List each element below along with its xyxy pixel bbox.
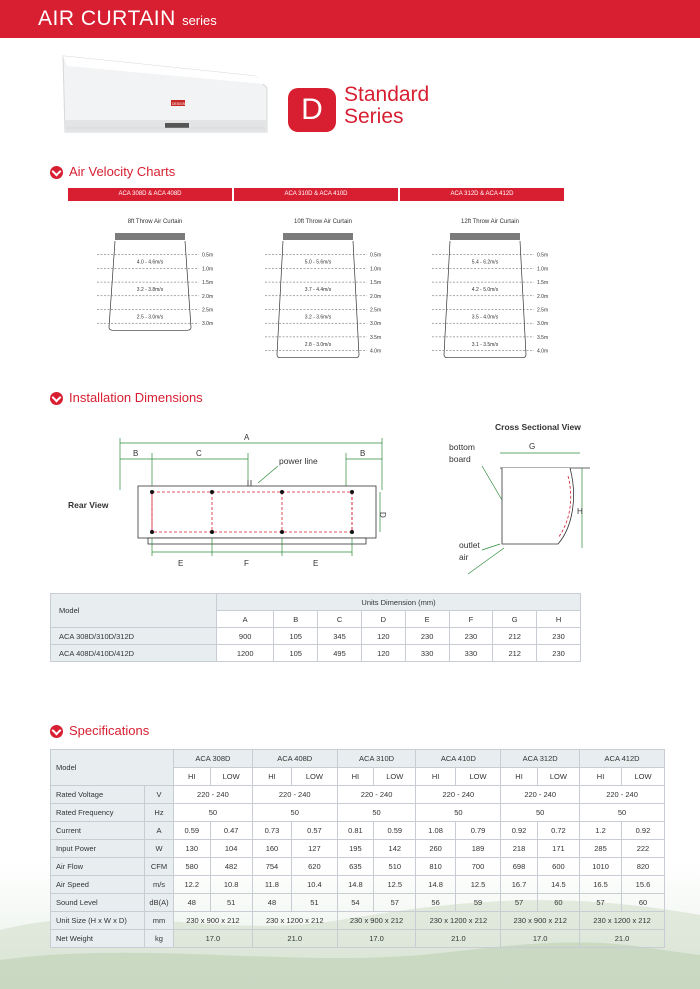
table-cell: 0.59 (174, 822, 211, 840)
table-cell: 56 (416, 894, 455, 912)
spec-row-unit: mm (145, 912, 174, 930)
table-cell: 50 (416, 804, 501, 822)
distance-label: 2.5m (537, 307, 549, 314)
table-row (51, 822, 665, 840)
table-cell: 60 (537, 894, 579, 912)
cross-section-drawing (440, 418, 600, 578)
velocity-chart-10ft (243, 215, 403, 365)
distance-label: 1.5m (370, 280, 382, 287)
table-cell: 0.59 (374, 822, 416, 840)
spec-mode-header: HI (337, 768, 374, 786)
table-cell: 698 (501, 858, 538, 876)
spec-mode-header: HI (580, 768, 622, 786)
title-small: series (182, 13, 217, 28)
speed-label: 2.5 - 3.0m/s (136, 314, 164, 321)
spec-mode-header: LOW (292, 768, 338, 786)
distance-label: 1.5m (202, 280, 214, 287)
distance-label: 1.0m (370, 266, 382, 273)
table-cell: 218 (501, 840, 538, 858)
table-cell: 285 (580, 840, 622, 858)
rear-view-drawing (60, 420, 400, 580)
dim-column-header: E (405, 611, 449, 628)
table-cell: 21.0 (252, 930, 337, 948)
table-row (51, 645, 581, 662)
table-cell: 15.6 (621, 876, 664, 894)
table-cell: 160 (252, 840, 291, 858)
distance-label: 2.0m (537, 293, 549, 300)
table-cell: 189 (455, 840, 501, 858)
table-cell: 48 (174, 894, 211, 912)
table-cell: 12.5 (455, 876, 501, 894)
table-cell: 220 - 240 (580, 786, 665, 804)
table-row (51, 628, 581, 645)
chevron-down-icon (50, 166, 63, 179)
distance-label: 1.5m (537, 280, 549, 287)
table-cell: 120 (361, 628, 405, 645)
spec-row-label: Current (51, 822, 145, 840)
table-cell: 635 (337, 858, 374, 876)
spec-model-name: ACA 412D (580, 750, 665, 768)
airflow-envelope (277, 241, 359, 358)
spec-mode-header: LOW (210, 768, 252, 786)
series-letter-badge: D (288, 88, 336, 132)
table-cell: 48 (252, 894, 291, 912)
speed-label: 4.2 - 5.0m/s (471, 286, 499, 293)
chart-title: 12ft Throw Air Curtain (461, 219, 519, 225)
table-row (51, 894, 665, 912)
table-cell: 230 (405, 628, 449, 645)
spec-row-unit: dB(A) (145, 894, 174, 912)
table-cell: 1010 (580, 858, 622, 876)
table-cell: 50 (580, 804, 665, 822)
dim-letter-E-right: E (313, 559, 319, 568)
table-cell: 0.72 (537, 822, 579, 840)
spec-mode-header: LOW (374, 768, 416, 786)
table-cell: 14.8 (337, 876, 374, 894)
spec-mode-header: HI (501, 768, 538, 786)
airflow-envelope (444, 241, 526, 358)
series-name-line2: Series (344, 105, 404, 128)
table-cell: 10.8 (210, 876, 252, 894)
distance-label: 2.5m (370, 307, 382, 314)
velocity-chart-12ft (410, 215, 570, 365)
spec-model-name: ACA 408D (252, 750, 337, 768)
series-name-line1: Standard (344, 83, 430, 106)
distance-label: 4.0m (370, 348, 382, 355)
table-cell: 220 - 240 (416, 786, 501, 804)
table-cell: 1200 (217, 645, 274, 662)
table-cell: 51 (210, 894, 252, 912)
table-cell: 130 (174, 840, 211, 858)
table-cell: 17.0 (337, 930, 416, 948)
table-cell: 17.0 (174, 930, 253, 948)
spec-mode-header: HI (252, 768, 291, 786)
spec-row-label: Unit Size (H x W x D) (51, 912, 145, 930)
spec-row-label: Input Power (51, 840, 145, 858)
spec-row-label: Rated Frequency (51, 804, 145, 822)
unit-outlet (283, 233, 353, 240)
speed-label: 4.0 - 4.6m/s (136, 259, 164, 266)
spec-row-label: Air Speed (51, 876, 145, 894)
row-model: ACA 408D/410D/412D (51, 645, 217, 662)
table-cell: 12.5 (374, 876, 416, 894)
table-cell: 222 (621, 840, 664, 858)
table-cell: 212 (493, 645, 537, 662)
dim-column-header: C (318, 611, 362, 628)
chart-title: 8ft Throw Air Curtain (127, 219, 183, 225)
dim-model-header: Model (51, 594, 217, 628)
table-cell: 810 (416, 858, 455, 876)
table-cell: 54 (337, 894, 374, 912)
table-cell: 230 x 1200 x 212 (416, 912, 501, 930)
table-cell: 127 (292, 840, 338, 858)
table-cell: 345 (318, 628, 362, 645)
table-cell: 0.57 (292, 822, 338, 840)
table-cell: 1.2 (580, 822, 622, 840)
table-cell: 104 (210, 840, 252, 858)
bottom-board-label-line2: board (449, 454, 471, 464)
unit-outlet (450, 233, 520, 240)
table-cell: 14.8 (416, 876, 455, 894)
table-cell: 11.8 (252, 876, 291, 894)
dim-group-header: Units Dimension (mm) (217, 594, 581, 611)
table-cell: 495 (318, 645, 362, 662)
bottom-board-label: bottom (449, 442, 475, 452)
table-cell: 212 (493, 628, 537, 645)
table-cell: 230 (537, 645, 581, 662)
table-cell: 10.4 (292, 876, 338, 894)
cross-section-title: Cross Sectional View (495, 422, 581, 432)
table-cell: 700 (455, 858, 501, 876)
table-cell: 50 (501, 804, 580, 822)
table-cell: 16.7 (501, 876, 538, 894)
spec-mode-header: LOW (621, 768, 664, 786)
velocity-chart-8ft (75, 215, 235, 365)
spec-mode-header: LOW (455, 768, 501, 786)
table-cell: 220 - 240 (252, 786, 337, 804)
speed-label: 5.0 - 5.6m/s (304, 259, 332, 266)
speed-label: 2.8 - 3.0m/s (304, 341, 332, 348)
power-line-label: power line (279, 456, 318, 466)
table-row (51, 804, 665, 822)
table-cell: 230 x 900 x 212 (174, 912, 253, 930)
outlet-air-label: outlet (459, 540, 480, 550)
spec-row-unit: A (145, 822, 174, 840)
table-row (51, 858, 665, 876)
dim-letter-E-left: E (178, 559, 184, 568)
table-cell: 120 (361, 645, 405, 662)
table-cell: 16.5 (580, 876, 622, 894)
table-cell: 17.0 (501, 930, 580, 948)
table-cell: 171 (537, 840, 579, 858)
specifications-table (50, 749, 665, 948)
table-cell: 50 (174, 804, 253, 822)
table-cell: 510 (374, 858, 416, 876)
row-model: ACA 308D/310D/312D (51, 628, 217, 645)
distance-label: 3.0m (202, 321, 214, 328)
dim-column-header: A (217, 611, 274, 628)
spec-row-unit: W (145, 840, 174, 858)
table-cell: 230 (537, 628, 581, 645)
table-cell: 51 (292, 894, 338, 912)
table-cell: 230 x 1200 x 212 (252, 912, 337, 930)
table-row (51, 786, 665, 804)
outlet-air-label-line2: air (459, 552, 469, 562)
table-cell: 14.5 (537, 876, 579, 894)
table-cell: 195 (337, 840, 374, 858)
speed-label: 3.2 - 3.6m/s (304, 314, 332, 321)
dim-letter-H: H (577, 507, 583, 516)
table-cell: 482 (210, 858, 252, 876)
spec-mode-header: HI (174, 768, 211, 786)
spec-model-name: ACA 312D (501, 750, 580, 768)
table-cell: 220 - 240 (337, 786, 416, 804)
dim-column-header: B (274, 611, 318, 628)
model-bar-3: ACA 312D & ACA 412D (400, 188, 564, 201)
title-main: AIR CURTAIN (38, 7, 176, 30)
distance-label: 2.0m (370, 293, 382, 300)
table-cell: 220 - 240 (174, 786, 253, 804)
table-cell: 900 (217, 628, 274, 645)
spec-row-unit: Hz (145, 804, 174, 822)
rear-view-label: Rear View (68, 500, 109, 510)
air-curtain-product-image (55, 48, 270, 138)
table-cell: 0.92 (501, 822, 538, 840)
table-cell: 230 (449, 628, 493, 645)
spec-mode-header: HI (416, 768, 455, 786)
model-bar-2: ACA 310D & ACA 410D (234, 188, 398, 201)
table-cell: 230 x 900 x 212 (337, 912, 416, 930)
table-row (51, 840, 665, 858)
dim-letter-B-right: B (360, 449, 366, 458)
distance-label: 2.5m (202, 307, 214, 314)
table-cell: 0.47 (210, 822, 252, 840)
table-cell: 230 x 1200 x 212 (580, 912, 665, 930)
dim-letter-A: A (244, 433, 250, 442)
table-cell: 330 (405, 645, 449, 662)
table-cell: 21.0 (580, 930, 665, 948)
spec-row-unit: CFM (145, 858, 174, 876)
distance-label: 1.0m (202, 266, 214, 273)
distance-label: 0.5m (202, 252, 214, 259)
spec-mode-header: LOW (537, 768, 579, 786)
table-cell: 580 (174, 858, 211, 876)
table-cell: 105 (274, 628, 318, 645)
speed-label: 3.2 - 3.8m/s (136, 286, 164, 293)
page-title (38, 7, 217, 31)
speed-label: 5.4 - 6.2m/s (471, 259, 499, 266)
section-title: Specifications (69, 723, 150, 738)
spec-row-unit: V (145, 786, 174, 804)
chart-title: 10ft Throw Air Curtain (294, 219, 352, 225)
dim-column-header: H (537, 611, 581, 628)
table-cell: 0.92 (621, 822, 664, 840)
table-cell: 60 (621, 894, 664, 912)
table-cell: 1.08 (416, 822, 455, 840)
table-cell: 0.73 (252, 822, 291, 840)
distance-label: 3.5m (370, 334, 382, 341)
table-row (51, 912, 665, 930)
chevron-down-icon (50, 725, 63, 738)
distance-label: 1.0m (537, 266, 549, 273)
table-cell: 57 (374, 894, 416, 912)
speed-label: 3.1 - 3.5m/s (471, 341, 499, 348)
table-cell: 50 (337, 804, 416, 822)
table-cell: 260 (416, 840, 455, 858)
distance-label: 3.0m (370, 321, 382, 328)
dim-letter-D: D (378, 512, 387, 518)
table-cell: 57 (501, 894, 538, 912)
table-cell: 142 (374, 840, 416, 858)
table-cell: 600 (537, 858, 579, 876)
table-row (51, 876, 665, 894)
table-cell: 230 x 900 x 212 (501, 912, 580, 930)
table-cell: 0.79 (455, 822, 501, 840)
dim-letter-C: C (196, 449, 202, 458)
distance-label: 0.5m (370, 252, 382, 259)
spec-row-label: Sound Level (51, 894, 145, 912)
dim-column-header: F (449, 611, 493, 628)
spec-model-header: Model (51, 750, 174, 786)
table-cell: 50 (252, 804, 337, 822)
spec-row-label: Rated Voltage (51, 786, 145, 804)
dim-letter-F: F (244, 559, 249, 568)
spec-model-name: ACA 410D (416, 750, 501, 768)
table-cell: 105 (274, 645, 318, 662)
dim-column-header: G (493, 611, 537, 628)
dim-column-header: D (361, 611, 405, 628)
spec-row-label: Net Weight (51, 930, 145, 948)
unit-outlet (115, 233, 185, 240)
distance-label: 0.5m (537, 252, 549, 259)
spec-row-unit: kg (145, 930, 174, 948)
table-cell: 0.81 (337, 822, 374, 840)
header-bar (0, 0, 700, 38)
table-cell: 57 (580, 894, 622, 912)
unit-logo-text: DESIGN (172, 102, 186, 106)
table-cell: 12.2 (174, 876, 211, 894)
spec-model-name: ACA 310D (337, 750, 416, 768)
dim-letter-G: G (529, 442, 536, 451)
chevron-down-icon (50, 392, 63, 405)
speed-label: 3.5 - 4.0m/s (471, 314, 499, 321)
series-name (344, 84, 429, 128)
table-cell: 220 - 240 (501, 786, 580, 804)
distance-label: 3.5m (537, 334, 549, 341)
spec-model-name: ACA 308D (174, 750, 253, 768)
table-cell: 820 (621, 858, 664, 876)
table-cell: 59 (455, 894, 501, 912)
section-title: Installation Dimensions (69, 390, 203, 405)
distance-label: 3.0m (537, 321, 549, 328)
section-title: Air Velocity Charts (69, 164, 176, 179)
distance-label: 2.0m (202, 293, 214, 300)
dimension-table (50, 593, 581, 662)
table-row (51, 930, 665, 948)
spec-row-label: Air Flow (51, 858, 145, 876)
distance-label: 4.0m (537, 348, 549, 355)
spec-row-unit: m/s (145, 876, 174, 894)
table-cell: 21.0 (416, 930, 501, 948)
dim-letter-B-left: B (133, 449, 139, 458)
table-cell: 754 (252, 858, 291, 876)
speed-label: 3.7 - 4.4m/s (304, 286, 332, 293)
table-cell: 620 (292, 858, 338, 876)
model-bar-1: ACA 308D & ACA 408D (68, 188, 232, 201)
table-cell: 330 (449, 645, 493, 662)
